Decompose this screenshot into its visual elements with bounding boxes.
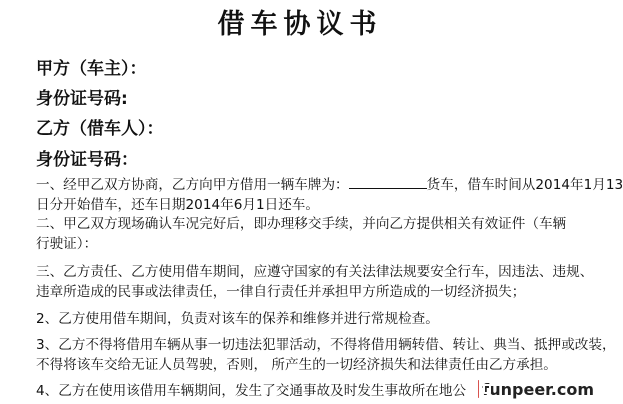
clause-5-line-1: 3、乙方不得将借用车辆从事一切违法犯罪活动，不得将借用辆转借、转让、典当、抵押或改装，: [36, 337, 616, 353]
party-a-id-number-field: 身份证号码:: [36, 89, 128, 109]
party-a-owner-field: 甲方（车主）：: [36, 59, 147, 79]
clause-6-line-1: 4、乙方在使用该借用车辆期间，发生了交通事故及时发生事故所在地公: [36, 383, 467, 399]
party-b-id-number-field: 身份证号码：: [36, 150, 138, 170]
clause-4-line-1: 2、乙方使用借车期间，负责对该车的保养和维修并进行常规检查。: [36, 311, 439, 327]
clause-5-line-2: 不得将该车交给无证人员驾驶，否则， 所产生的一切经济损失和法律责任由乙方承担。: [36, 357, 557, 373]
clause-5: [36, 335, 616, 375]
clause-3-line-1: 三、乙方责任、乙方使用借车期间，应遵守国家的有关法律法规要安全行车，因违法、违规、: [36, 264, 594, 280]
clause-3: [36, 262, 592, 302]
clause-1: [36, 174, 623, 215]
clause-1-line-2: 日分开始借车，还车日期2014年6月1日还车。: [36, 197, 319, 213]
clause-1-text-before-blank: 一、经甲乙双方协商，乙方向甲方借用一辆车牌为：: [36, 177, 349, 193]
clause-1-text-after-blank: 货车，借车时间从2014年1月13: [426, 177, 623, 193]
clause-4: [36, 309, 592, 329]
watermark-text: funpeer.com: [482, 379, 594, 399]
clause-3-line-2: 违章所造成的民事或法律责任，一律自行责任并承担甲方所造成的一切经济损失；: [36, 284, 526, 300]
plate-number-blank: [349, 174, 427, 189]
clause-1-line-1: [36, 174, 623, 195]
clause-2: [36, 214, 592, 254]
clause-2-line-1: 二、甲乙双方现场确认车况完好后，即办理移交手续，并向乙方提供相关有效证件（车辆: [36, 216, 567, 232]
clause-2-line-2: 行驶证）：: [36, 236, 98, 252]
party-b-borrower-field: 乙方（借车人）：: [36, 119, 164, 139]
funpeer-watermark: [478, 374, 600, 404]
document-title: 借车协议书: [217, 9, 383, 40]
